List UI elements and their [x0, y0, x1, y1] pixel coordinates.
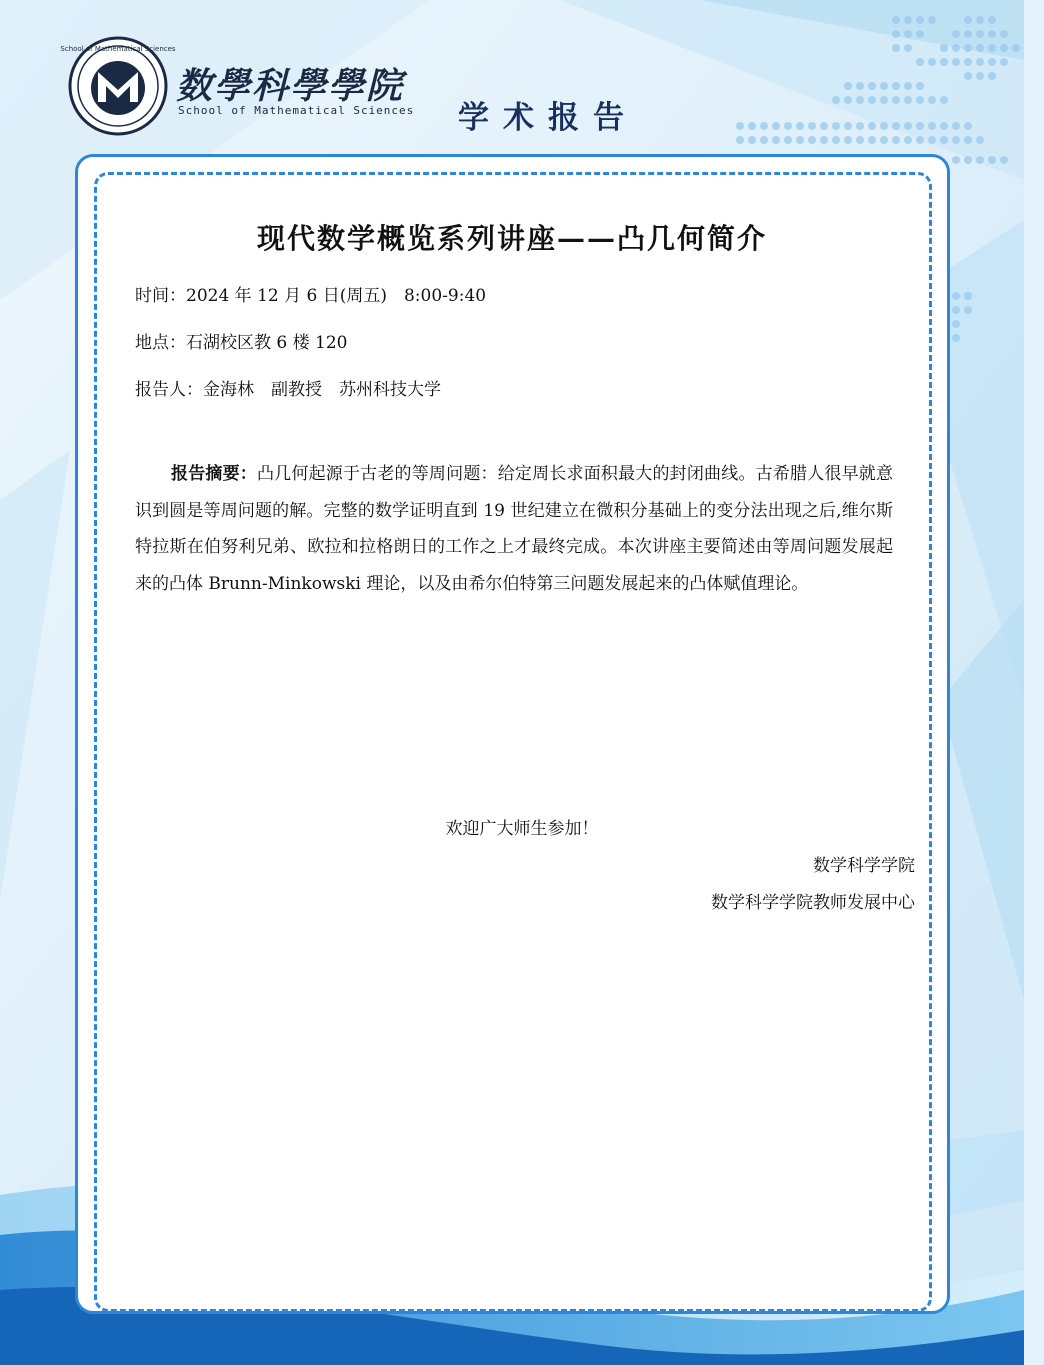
organizer-1: 数学科学学院 [813, 856, 915, 876]
abstract [135, 456, 893, 602]
place-line [135, 328, 347, 353]
speaker-label: 报告人： [135, 380, 203, 400]
header-title: 学术报告 [458, 100, 638, 136]
welcome-text: 欢迎广大师生参加！ [445, 819, 599, 839]
abstract-label: 报告摘要： [171, 464, 257, 484]
school-logo-seal [60, 36, 176, 136]
time-line [135, 281, 486, 306]
logo-ring-text: School of Mathematical Sciences [60, 45, 176, 53]
school-name-cn: 数學科學學院 [176, 65, 405, 107]
time-value: 2024 年 12 月 6 日(周五) 8:00-9:40 [186, 286, 487, 306]
organizer-2: 数学科学学院教师发展中心 [711, 893, 915, 913]
lecture-title: 现代数学概览系列讲座——凸几何简介 [256, 222, 767, 255]
time-label: 时间： [135, 286, 186, 306]
abstract-text: 凸几何起源于古老的等周问题：给定周长求面积最大的封闭曲线。古希腊人很早就意识到圆是等周问题的解。完整的数学证明直到 19 世纪建立在微积分基础上的变分法出现之后,维尔斯特拉斯在伯努利兄弟、欧拉和拉格朗日的工作之上才最终完成。本次讲座主要简述由等周问题发展起来的凸体 Brunn-Minkowski 理论，以及由希尔伯特第三问题发展起来的凸体赋值理论。 [135, 464, 894, 594]
speaker-value: 金海林 副教授 苏州科技大学 [203, 380, 441, 400]
school-name-en: School of Mathematical Sciences [178, 104, 415, 117]
place-label: 地点： [135, 333, 186, 353]
speaker-line [135, 375, 441, 400]
place-value: 石湖校区教 6 楼 120 [186, 333, 348, 353]
